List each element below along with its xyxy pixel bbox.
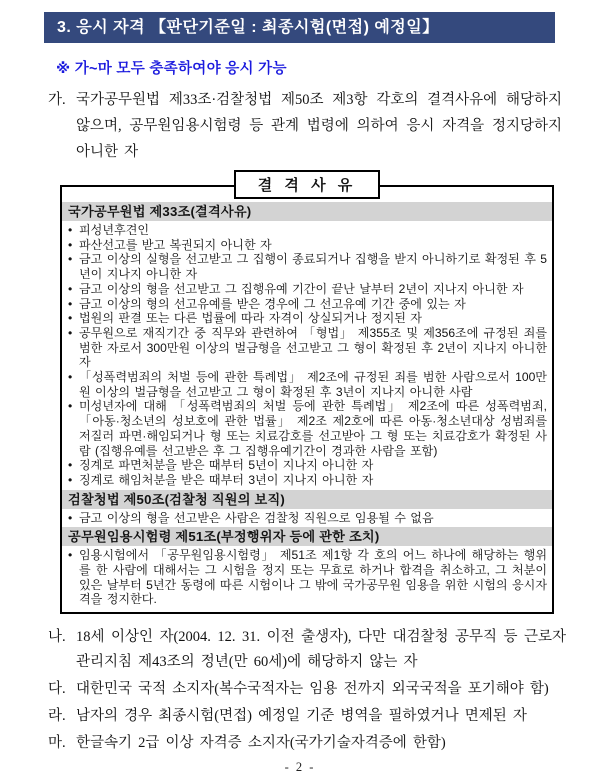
bullet-text: 금고 이상의 형을 선고받은 사람은 검찰청 직원으로 임용될 수 없음 — [79, 510, 434, 525]
list-item — [68, 311, 547, 326]
items-below-box — [48, 625, 566, 756]
law-heading-3: 공무원임용시험령 제51조(부정행위자 등에 관한 조치) — [62, 527, 552, 546]
list-item — [68, 223, 547, 238]
bullet-text: 공무원으로 재직기간 중 직무와 관련하여 「형법」 제355조 및 제356조에 규정된 죄를 범한 자로서 300만원 이상의 벌금형을 선고받고 그 형이 확정된 후 2년이 지나지 아니한 자 — [79, 325, 547, 370]
bullet-text: 임용시험에서 「공무원임용시험령」 제51조 제1항 각 호의 어느 하나에 해당하는 행위를 한 사람에 대해서는 그 시험을 정지 또는 무효로 하거나 합격을 취소하고, 그 처분이 있은 날부터 5년간 동령에 따른 시험이나 그 밖에 국가공무원 임용을 위한 시험의 응시자격을 정지한다. — [79, 548, 547, 607]
item-ra — [48, 704, 566, 729]
bullet-icon: • — [68, 458, 73, 473]
bullet-text: 징계로 해임처분을 받은 때부터 3년이 지나지 아니한 자 — [79, 472, 374, 487]
bullet-icon: • — [68, 296, 73, 311]
item-text: 대한민국 국적 소지자(복수국적자는 임용 전까지 외국국적을 포기해야 함) — [76, 681, 549, 698]
disqualification-section — [60, 170, 554, 614]
list-item — [68, 399, 547, 458]
list-item — [68, 282, 547, 297]
list-item — [68, 473, 547, 488]
list-item — [68, 458, 547, 473]
section-title: 3. 응시 자격 【판단기준일 : 최종시험(면접) 예정일】 — [57, 19, 439, 36]
item-label: 가. — [48, 92, 66, 108]
list-item — [68, 326, 547, 370]
law-heading-2: 검찰청법 제50조(검찰청 직원의 보직) — [62, 490, 552, 509]
bullet-icon: • — [68, 370, 73, 385]
note-text: ※ 가~마 모두 충족하여야 응시 가능 — [56, 61, 287, 77]
bullet-text: 금고 이상의 형의 선고유예를 받은 경우에 그 선고유예 기간 중에 있는 자 — [79, 296, 466, 311]
disqualification-box — [60, 185, 554, 614]
item-ga — [48, 87, 562, 165]
disqualification-box-title: 결 격 사 유 — [234, 170, 380, 199]
bullet-icon: • — [68, 281, 73, 296]
list-item — [68, 297, 547, 312]
bullet-text: 법원의 판결 또는 다른 법률에 따라 자격이 상실되거나 정지된 자 — [79, 311, 422, 326]
bullet-icon: • — [68, 399, 73, 414]
item-label: 라. — [48, 708, 66, 725]
section-title-bar — [44, 12, 555, 43]
bullet-text: 파산선고를 받고 복권되지 아니한 자 — [79, 237, 272, 252]
bullet-icon: • — [68, 325, 73, 340]
list-item — [68, 252, 547, 281]
document-page — [0, 12, 600, 775]
item-ma — [48, 731, 566, 756]
item-da — [48, 677, 566, 702]
item-label: 나. — [48, 629, 66, 646]
page-number: - 2 - — [284, 760, 316, 775]
bullet-text: 「성폭력범죄의 처벌 등에 관한 특례법」 제2조에 규정된 죄를 범한 사람으로서 100만원 이상의 벌금형을 선고받고 그 형이 확정된 후 3년이 지나지 아니한 사람 — [79, 370, 547, 399]
bullet-icon: • — [68, 311, 73, 326]
bullet-icon: • — [68, 510, 73, 525]
bullet-text: 금고 이상의 형을 선고받고 그 집행유예 기간이 끝난 날부터 2년이 지나지 아니한 자 — [79, 281, 524, 296]
item-label: 다. — [48, 681, 66, 698]
bullet-icon: • — [68, 548, 73, 563]
bullet-icon: • — [68, 472, 73, 487]
list-item — [68, 238, 547, 253]
bullet-text: 징계로 파면처분을 받은 때부터 5년이 지나지 아니한 자 — [79, 458, 374, 473]
list-item — [68, 511, 547, 526]
law-3-bullet-list — [62, 546, 552, 609]
bullet-text: 미성년자에 대해 「성폭력범죄의 처벌 등에 관한 특례법」 제2조에 따른 성폭력범죄, 「아동·청소년의 성보호에 관한 법률」 제2조 제2호에 따른 아동·청소년대상 성범죄를 저질러 파면·해임되거나 형 또는 치료감호를 선고받아 그 형 또는 치료감호가 확정된 사람 (집행유예를 선고받은 후 그 집행유예기간이 경과한 사람을 포함) — [79, 399, 547, 458]
item-text: 18세 이상인 자(2004. 12. 31. 이전 출생자), 다만 대검찰청 공무직 등 근로자 관리지침 제43조의 정년(만 60세)에 해당하지 않는 자 — [76, 629, 566, 671]
item-label: 마. — [48, 735, 66, 752]
bullet-text: 피성년후견인 — [79, 223, 150, 237]
bullet-icon: • — [68, 223, 73, 237]
law-1-bullet-list — [62, 221, 552, 490]
bullet-icon: • — [68, 237, 73, 252]
item-text: 한글속기 2급 이상 자격증 소지자(국가기술자격증에 한함) — [76, 735, 446, 752]
list-item — [68, 370, 547, 399]
item-na — [48, 625, 566, 675]
bullet-text: 금고 이상의 실형을 선고받고 그 집행이 종료되거나 집행을 받지 아니하기로 확정된 후 5년이 지나지 아니한 자 — [79, 252, 547, 282]
bullet-icon: • — [68, 252, 73, 267]
item-text: 국가공무원법 제33조·검찰청법 제50조 제3항 각호의 결격사유에 해당하지 않으며, 공무원임용시험령 등 관계 법령에 의하여 응시 자격을 정지당하지 아니한 자 — [76, 92, 562, 160]
list-item — [68, 548, 547, 607]
law-2-bullet-list — [62, 509, 552, 528]
item-text: 남자의 경우 최종시험(면접) 예정일 기준 병역을 필하였거나 면제된 자 — [76, 708, 527, 725]
eligibility-note — [56, 57, 600, 78]
law-heading-1: 국가공무원법 제33조(결격사유) — [62, 202, 552, 221]
